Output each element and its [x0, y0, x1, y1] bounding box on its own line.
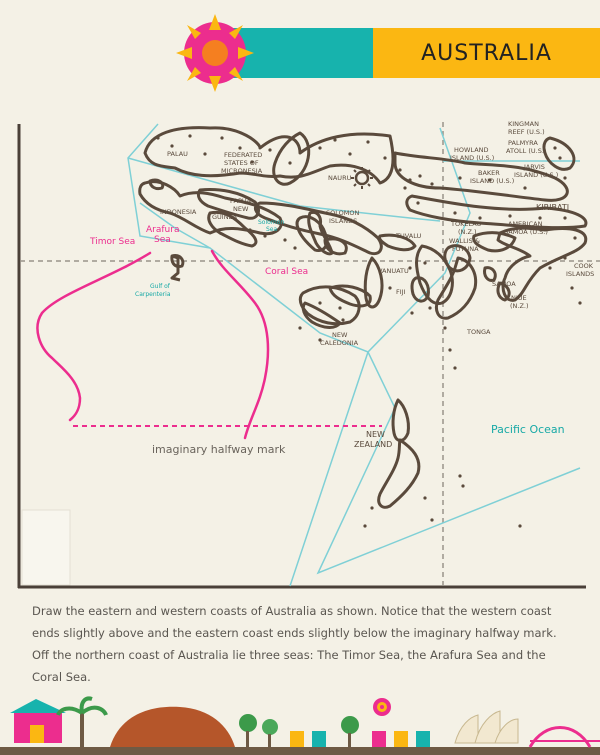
page-title: AUSTRALIA: [421, 40, 552, 66]
label-timor-sea: Timor Sea: [90, 237, 136, 247]
sun-icon: [172, 10, 258, 96]
label-fiji: FIJI: [396, 288, 406, 296]
label-baker-1: BAKER: [478, 169, 500, 177]
label-nz-2: ZEALAND: [354, 440, 393, 449]
label-niue-1: NIUE: [511, 294, 527, 302]
label-halfway-mark: imaginary halfway mark: [152, 443, 286, 456]
label-coral-sea: Coral Sea: [265, 267, 309, 277]
beach-huts-icon: [290, 731, 430, 747]
australia-coast-drawing: [37, 251, 268, 438]
label-cook-2: ISLANDS: [566, 270, 595, 278]
label-niue-2: (N.Z.): [510, 302, 529, 310]
label-tokelau-1: TOKELAU: [451, 220, 482, 228]
uluru-rock-icon: [110, 707, 235, 747]
label-solomon-sea-1: Solomon: [258, 219, 285, 226]
target-sun-icon: [373, 698, 391, 716]
label-palmyra-2: ATOLL (U.S.): [506, 147, 547, 155]
label-nauru: NAURU: [328, 174, 352, 182]
label-kingman-2: REEF (U.S.): [508, 128, 545, 136]
label-png-2: NEW: [233, 205, 249, 213]
label-cook-1: COOK: [574, 262, 594, 270]
opera-house-icon: [455, 711, 518, 743]
label-palmyra-1: PALMYRA: [508, 139, 538, 147]
label-tokelau-2: (N.Z.): [458, 228, 477, 236]
label-newcal-2: CALEDONIA: [320, 339, 359, 347]
label-baker-2: ISLAND (U.S.): [470, 177, 515, 185]
bridge-icon: [530, 728, 600, 748]
label-howland-2: ISLAND (U.S.): [450, 154, 495, 162]
label-jarvis-2: ISLAND (U.S.): [514, 171, 559, 179]
label-samoa: SAMOA: [492, 280, 516, 288]
label-kiribati: KIRIBATI: [536, 203, 570, 212]
label-amsamoa-2: SAMOA (U.S.): [504, 228, 548, 236]
label-fsm-2: STATES OF: [224, 159, 259, 167]
inset-box: [22, 510, 70, 585]
footer-illustration: [0, 685, 600, 755]
label-tonga: TONGA: [467, 328, 491, 336]
label-vanuatu: VANUATU: [378, 267, 409, 275]
label-fsm-3: MICRONESIA: [221, 167, 263, 175]
label-wallis-2: FUTUNA: [452, 245, 479, 253]
label-png-1: PAPUA: [230, 197, 252, 205]
label-newcal-1: NEW: [332, 331, 348, 339]
label-howland-1: HOWLAND: [454, 146, 489, 154]
palm-tree-icon: [58, 699, 106, 747]
label-gulf-1: Gulf of: [150, 283, 170, 290]
label-arafura-sea-2: Sea: [154, 235, 171, 245]
label-amsamoa-1: AMERICAN: [508, 220, 543, 228]
label-fsm-1: FEDERATED: [224, 151, 263, 159]
pink-house-icon: [10, 699, 66, 743]
label-indonesia: INDONESIA: [160, 208, 197, 216]
pacific-map: [0, 118, 600, 598]
label-pacific-ocean: Pacific Ocean: [491, 423, 565, 436]
label-gulf-2: Carpenteria: [135, 291, 171, 298]
island-dots: [156, 134, 581, 527]
island-labels: [160, 120, 594, 449]
label-nz-1: NEW: [366, 430, 385, 439]
label-palau: PALAU: [167, 150, 188, 158]
label-solomon-1: SOLOMON: [326, 209, 360, 217]
footer-ground: [0, 747, 600, 755]
label-solomon-2: ISLANDS: [329, 217, 358, 225]
label-jarvis-1: JARVIS: [524, 163, 545, 171]
map-area: [0, 118, 600, 598]
label-wallis-1: WALLIS &: [449, 237, 480, 245]
label-solomon-sea-2: Sea: [266, 226, 278, 233]
label-tuvalu: TUVALU: [396, 232, 422, 240]
label-png-3: GUINEA: [212, 213, 238, 221]
label-kingman-1: KINGMAN: [508, 120, 539, 128]
label-arafura-sea-1: Arafura: [146, 225, 180, 235]
instructions-text: Draw the eastern and western coasts of Australia as shown. Notice that the western coast ends slightly above and the eastern coast ends slightly below the imaginary halfway mark. Off the northern coast of Australia lie three seas: The Timor Sea, the Arafura Sea and the Coral Sea.: [32, 604, 557, 684]
